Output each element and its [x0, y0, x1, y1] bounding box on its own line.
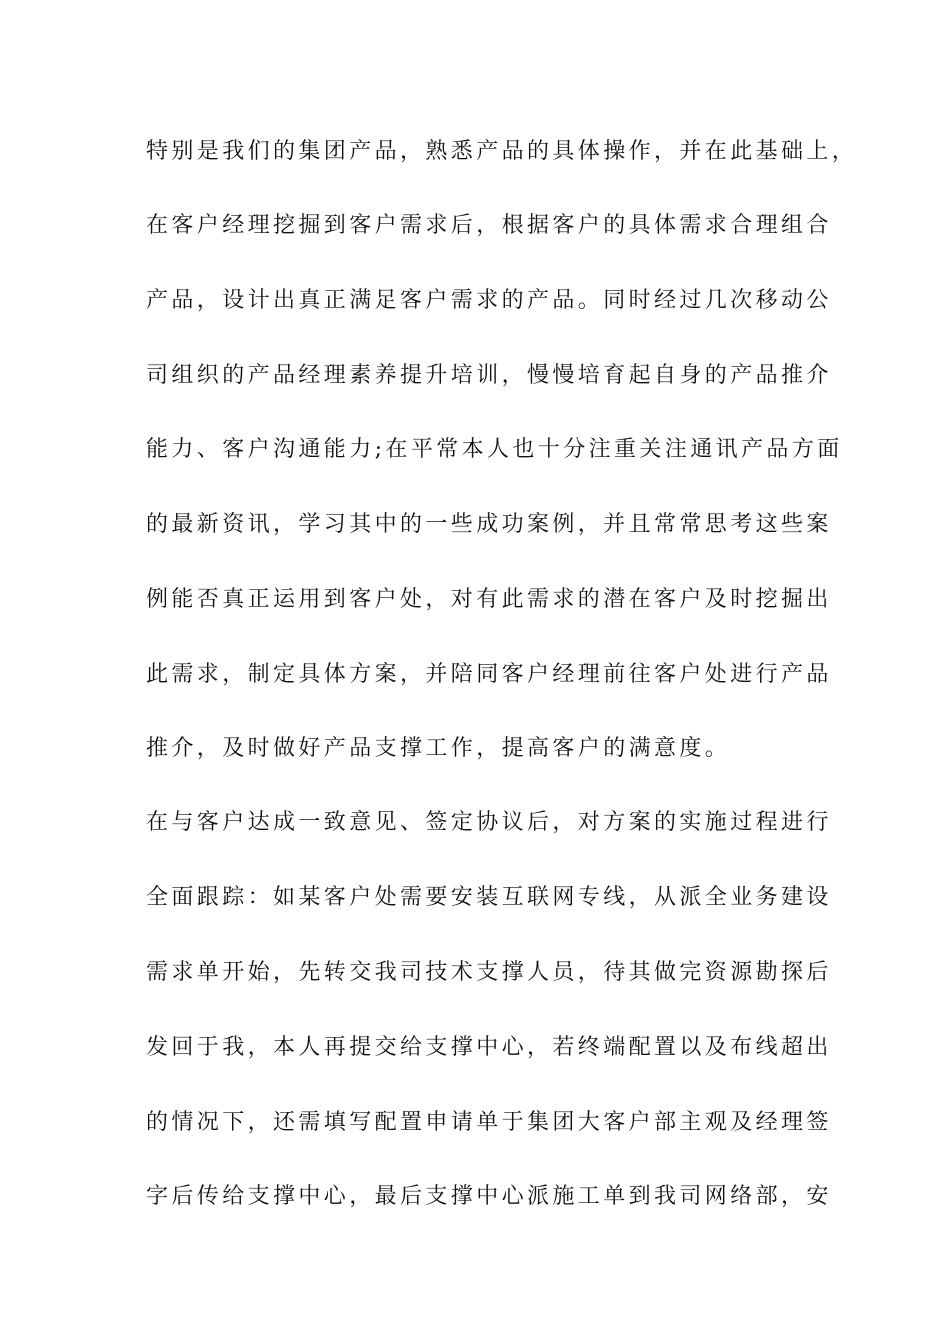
text-line: 在客户经理挖掘到客户需求后，根据客户的具体需求合理组合 — [146, 213, 832, 238]
text-line: 发回于我，本人再提交给支撑中心，若终端配置以及布线超出 — [146, 1035, 832, 1060]
text-line: 全面跟踪：如某客户处需要安装互联网专线，从派全业务建设 — [146, 885, 832, 910]
text-line: 此需求，制定具体方案，并陪同客户经理前往客户处进行产品 — [146, 662, 832, 687]
text-line: 的情况下，还需填写配置申请单于集团大客户部主观及经理签 — [146, 1110, 832, 1135]
text-line: 能力、客户沟通能力;在平常本人也十分注重关注通讯产品方面 — [146, 437, 843, 462]
text-line: 例能否真正运用到客户处，对有此需求的潜在客户及时挖掘出 — [146, 587, 832, 612]
text-line: 的最新资讯，学习其中的一些成功案例，并且常常思考这些案 — [146, 512, 832, 537]
text-line: 特别是我们的集团产品，熟悉产品的具体操作，并在此基础上， — [146, 139, 858, 164]
text-line: 需求单开始，先转交我司技术支撑人员，待其做完资源勘探后 — [146, 960, 832, 985]
text-line: 在与客户达成一致意见、签定协议后，对方案的实施过程进行 — [146, 810, 832, 835]
text-line: 字后传给支撑中心，最后支撑中心派施工单到我司网络部，安 — [146, 1184, 832, 1209]
text-line: 司组织的产品经理素养提升培训，慢慢培育起自身的产品推介 — [146, 363, 832, 388]
text-line: 产品，设计出真正满足客户需求的产品。同时经过几次移动公 — [146, 288, 832, 313]
text-line: 推介，及时做好产品支撑工作，提高客户的满意度。 — [146, 736, 731, 761]
